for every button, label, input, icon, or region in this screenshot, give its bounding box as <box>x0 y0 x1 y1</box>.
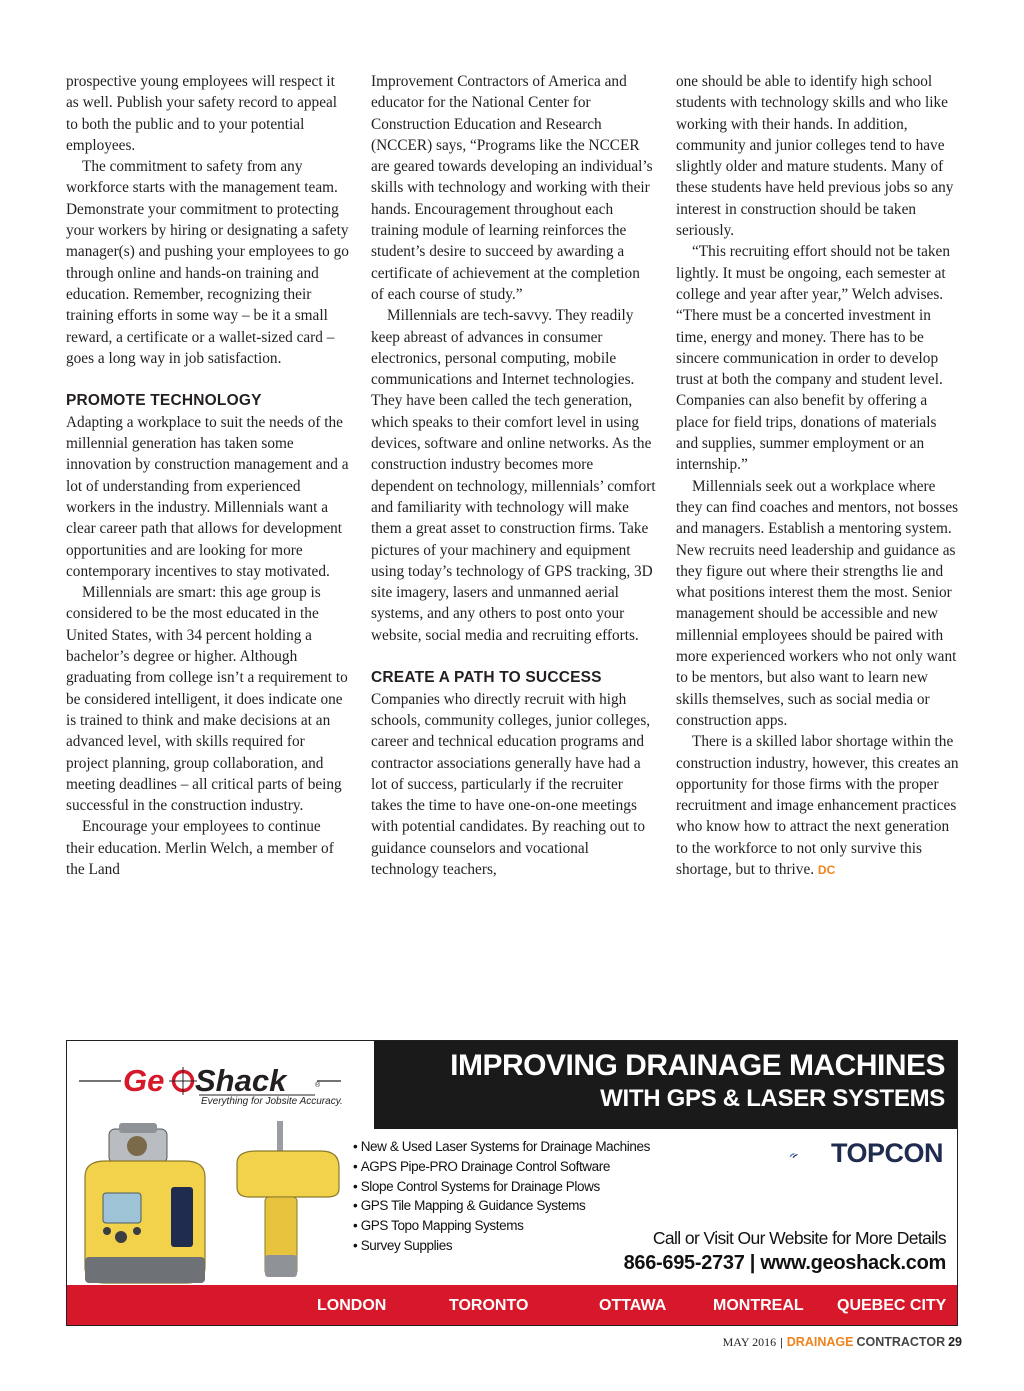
ad-headline-2: WITH GPS & LASER SYSTEMS <box>600 1085 945 1112</box>
section-heading: CREATE A PATH TO SUCCESS <box>371 669 602 687</box>
end-mark: DC <box>817 862 836 877</box>
ad-feature-item: • Survey Supplies <box>353 1236 650 1256</box>
city-label: LONDON <box>317 1297 387 1314</box>
city-label: MONTREAL <box>713 1297 804 1314</box>
paragraph: one should be able to identify high school students with technology skills and who like working with their hands. In addition, community and junior colleges tend to have slightly older and mature students. Many of these students have held previous jobs so any interest in construction should be taken seriously. <box>676 73 954 240</box>
publication-name-part1: DRAINAGE <box>786 1335 854 1349</box>
ad-city-bar <box>67 1285 957 1326</box>
ad-tagline: Everything for Jobsite Accuracy. <box>201 1096 343 1107</box>
svg-text:Ge: Ge <box>123 1063 165 1098</box>
ad-feature-item: • New & Used Laser Systems for Drainage Machines <box>353 1137 650 1157</box>
paragraph: Companies who directly recruit with high schools, community colleges, junior colleges, career and technical education programs and contractor associations generally have had a lot of success, particularly if the recruiter takes the time to have one-on-one meetings with potential candidates. By reaching out to guidance counselors and vocational technology teachers, <box>371 690 651 878</box>
topcon-logo-icon <box>789 1140 829 1170</box>
geoshack-advertisement[interactable] <box>66 1040 958 1326</box>
ad-call-to-action: Call or Visit Our Website for More Details <box>652 1228 946 1248</box>
paragraph: “This recruiting effort should not be taken lightly. It must be ongoing, each semester at college and year after year,” Welch advises. “There must be a concerted investment in time, energy and money. There has to be sincere communication in order to develop trust at both the company and student level. Companies can also benefit by offering a place for field trips, donations of materials and supplies, summer employment or an internship.” <box>676 243 950 474</box>
svg-text:Shack: Shack <box>195 1063 287 1098</box>
issue-date: MAY 2016 <box>722 1335 777 1349</box>
paragraph: Improvement Contractors of America and educator for the National Center for Construction Education and Research (NCCER) says, “Programs like the NCCER are geared towards developing an individual’s skills with technology and working with their hands. Encouragement throughout each training module of learning reinforces the student’s desire to succeed by awarding a certificate of achievement at the completion of each course of study.” <box>371 73 653 303</box>
paragraph: Adapting a workplace to suit the needs of the millennial generation has taken some innovation by construction management and a lot of understanding from experienced workers in the industry. Millennials want a clear career path that allows for development opportunities and are looking for more contemporary incentives to stay motivated. <box>66 413 349 580</box>
publication-name-part2: CONTRACTOR <box>856 1335 946 1349</box>
contact-divider: | <box>749 1252 756 1274</box>
paragraph: Millennials are tech-savvy. They readily keep abreast of advances in consumer electronics, personal computing, mobile communications and Internet technologies. They have been called the tech generation, which speaks to their comfort level in using devices, software and online networks. As the construction industry becomes more dependent on technology, millennials’ comfort and familiarity with technology will make them a great asset to construction firms. Take pictures of your machinery and equipment using today’s technology of GPS tracking, 3D site imagery, lasers and unmanned aerial systems, and any others to post onto your website, social media and recruiting efforts. <box>371 307 656 644</box>
page-number: 29 <box>948 1335 962 1349</box>
ad-feature-item: • GPS Topo Mapping Systems <box>353 1216 650 1236</box>
ad-feature-list <box>353 1137 650 1256</box>
paragraph: prospective young employees will respect it as well. Publish your safety record to appeal to both the public and to your potential employees. <box>66 73 338 154</box>
footer-divider: | <box>780 1335 783 1349</box>
city-label: QUEBEC CITY <box>837 1297 947 1314</box>
paragraph: Millennials seek out a workplace where they can find coaches and mentors, not bosses and managers. Establish a mentoring system. New recruits need leadership and guidance as they figure out where their strengths lie and what positions interest them the most. Senior management should be accessible and new millennial employees should be paired with more experienced workers who not only want to be mentors, but also want to learn new skills themselves, such as social media or construction apps. <box>676 477 959 729</box>
page-footer <box>640 1335 962 1350</box>
article-column-3 <box>676 71 961 881</box>
ad-headline-1: IMPROVING DRAINAGE MACHINES <box>450 1049 945 1082</box>
city-label: TORONTO <box>449 1297 529 1314</box>
paragraph-text: There is a skilled labor shortage within the construction industry, however, this creates an opportunity for those firms with the proper recruitment and image enhancement practices who know how to attract the next generation to the workforce to not only survive this shortage, but to thrive. <box>676 733 959 878</box>
section-heading: PROMOTE TECHNOLOGY <box>66 392 262 410</box>
paragraph: The commitment to safety from any workforce starts with the management team. Demonstrate your commitment to protecting your workers by hiring or designating a safety manager(s) and pushing your employees to go through online and hands-on training and education. Remember, recognizing their training efforts in some way – be it a small reward, a certificate or a wallet-sized card – goes a long way in job satisfaction. <box>66 158 349 367</box>
phone-number[interactable]: 866-695-2737 <box>623 1252 745 1274</box>
ad-feature-item: • GPS Tile Mapping & Guidance Systems <box>353 1196 650 1216</box>
article-column-1 <box>66 71 351 880</box>
svg-text:®: ® <box>315 1082 321 1089</box>
topcon-brand: TOPCON <box>831 1138 944 1168</box>
ad-feature-item: • AGPS Pipe-PRO Drainage Control Software <box>353 1157 650 1177</box>
city-label: OTTAWA <box>599 1297 667 1314</box>
paragraph <box>676 731 961 881</box>
paragraph: Encourage your employees to continue their education. Merlin Welch, a member of the Land <box>66 818 334 878</box>
website-link[interactable]: www.geoshack.com <box>760 1252 946 1274</box>
ad-contact-line <box>624 1252 946 1275</box>
paragraph: Millennials are smart: this age group is considered to be the most educated in the United States, with 34 percent holding a bachelor’s degree or higher. Although graduating from college isn’t a requirement to be considered intelligent, it does indicate one is trained to think and make decisions at an advanced level, with skills required for project planning, group collaboration, and meeting deadlines – all critical parts of being successful in the construction industry. <box>66 584 348 815</box>
article-column-2 <box>371 71 656 880</box>
ad-headline-block <box>374 1041 958 1129</box>
ad-feature-item: • Slope Control Systems for Drainage Plows <box>353 1177 650 1197</box>
laser-receiver-product-image <box>77 1117 367 1287</box>
